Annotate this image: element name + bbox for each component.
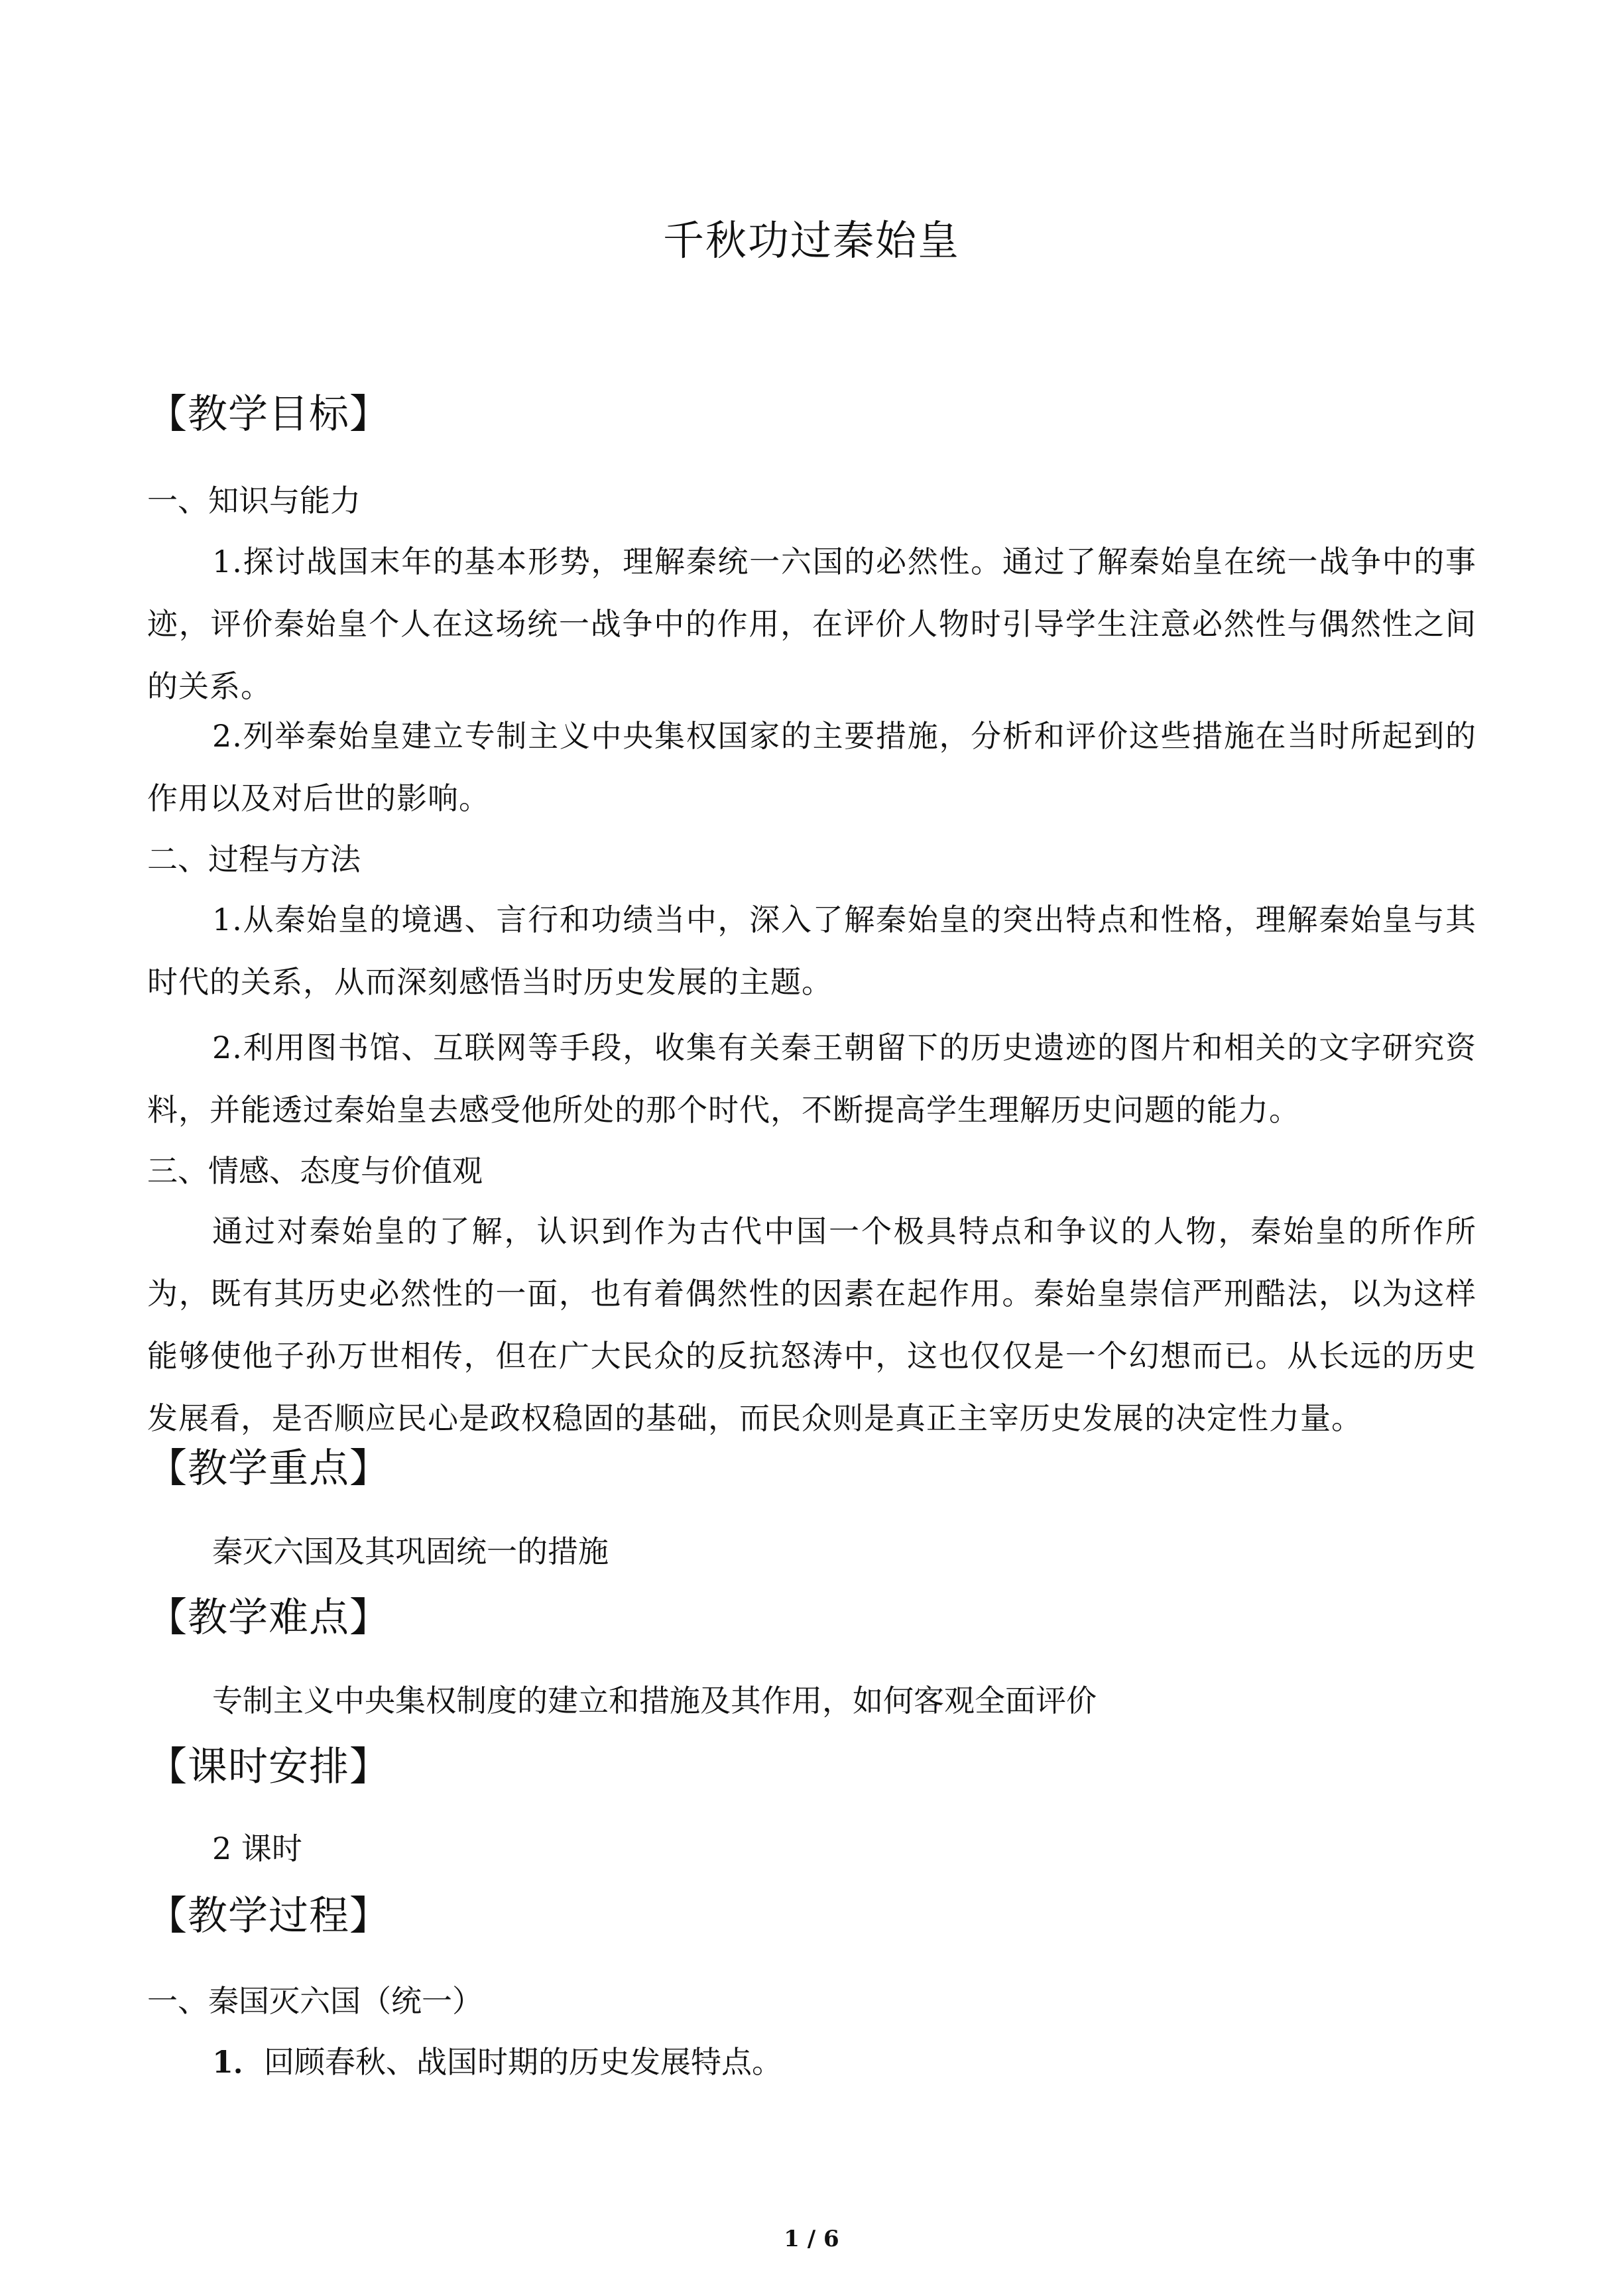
process-item-1-number: 1． [212,2044,265,2080]
process-subheading-1: 一、秦国灭六国（统一） [147,1983,483,2019]
schedule-text: 2 课时 [212,1831,302,1866]
process-item-1-text: 回顾春秋、战国时期的历史发展特点。 [264,2044,783,2080]
process-item-1 [212,2039,782,2085]
key-points-text: 秦灭六国及其巩固统一的措施 [212,1534,609,1569]
section-heading-goals: 【教学目标】 [147,391,390,438]
document-title: 千秋功过秦始皇 [662,216,960,265]
paragraph-knowledge-2: 2.列举秦始皇建立专制主义中央集权国家的主要措施，分析和评价这些措施在当时所起到的作用以及对后世的影响。 [147,718,1476,816]
paragraph-process-1: 1.从秦始皇的境遇、言行和功绩当中，深入了解秦始皇的突出特点和性格，理解秦始皇与其时代的关系，从而深刻感悟当时历史发展的主题。 [147,902,1476,1000]
section-heading-difficulties: 【教学难点】 [147,1595,390,1641]
subheading-process: 二、过程与方法 [147,841,361,877]
paragraph-knowledge-1: 1.探讨战国末年的基本形势，理解秦统一六国的必然性。通过了解秦始皇在统一战争中的事迹，评价秦始皇个人在这场统一战争中的作用，在评价人物时引导学生注意必然性与偶然性之间的关系。 [147,544,1476,704]
section-heading-schedule: 【课时安排】 [147,1744,390,1790]
paragraph-process-2: 2.利用图书馆、互联网等手段，收集有关秦王朝留下的历史遗迹的图片和相关的文字研究资料，并能透过秦始皇去感受他所处的那个时代，不断提高学生理解历史问题的能力。 [147,1030,1476,1128]
subheading-knowledge: 一、知识与能力 [147,483,361,518]
paragraph-values: 通过对秦始皇的了解，认识到作为古代中国一个极具特点和争议的人物，秦始皇的所作所为，既有其历史必然性的一面，也有着偶然性的因素在起作用。秦始皇崇信严刑酷法，以为这样能够使他子孙万世相传，但在广大民众的反抗怒涛中，这也仅仅是一个幻想而已。从长远的历史发展看，是否顺应民心是政权稳固的基础，而民众则是真正主宰历史发展的决定性力量。 [147,1213,1476,1436]
section-heading-key-points: 【教学重点】 [147,1445,390,1492]
subheading-values: 三、情感、态度与价值观 [147,1153,483,1189]
page-number: 1 / 6 [784,2226,839,2252]
difficulties-text: 专制主义中央集权制度的建立和措施及其作用，如何客观全面评价 [212,1683,1097,1719]
section-heading-process: 【教学过程】 [147,1893,390,1939]
